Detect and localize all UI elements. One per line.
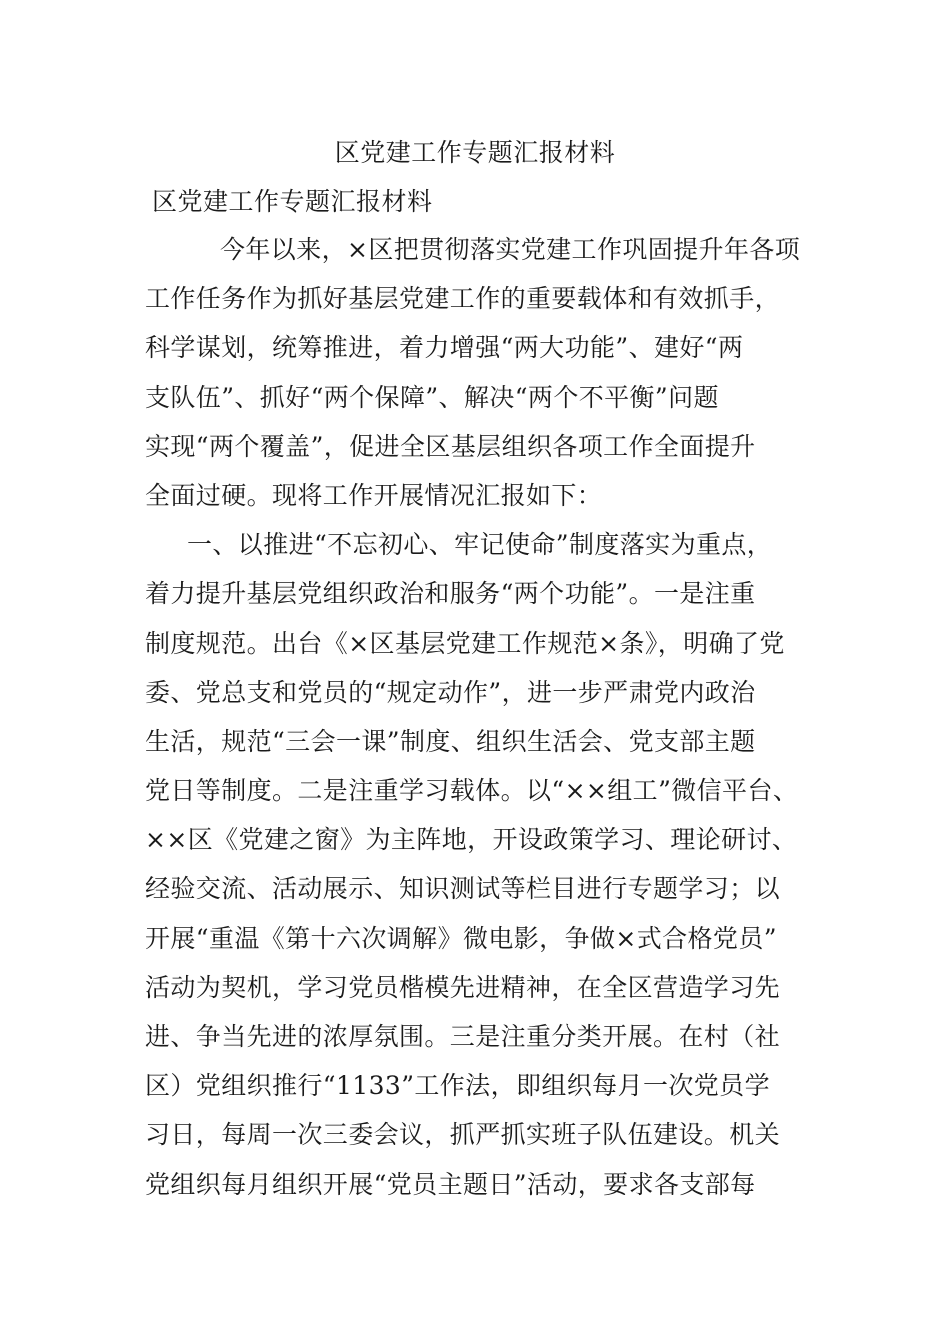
body-line: 党日等制度。二是注重学习载体。以“××组工”微信平台、 [145, 776, 799, 806]
body-line: 习日，每周一次三委会议，抓严抓实班子队伍建设。机关 [145, 1120, 781, 1150]
body-line: 活动为契机，学习党员楷模先进精神，在全区营造学习先 [145, 972, 781, 1002]
body-line: 工作任务作为抓好基层党建工作的重要载体和有效抓手， [145, 284, 781, 314]
body-line: 今年以来，×区把贯彻落实党建工作巩固提升年各项 [220, 235, 801, 264]
body-line: 制度规范。出台《×区基层党建工作规范×条》，明确了党 [145, 628, 785, 658]
body-line: ××区《党建之窗》为主阵地，开设政策学习、理论研讨、 [145, 825, 798, 855]
body-line: 科学谋划，统筹推进，着力增强“两大功能”、建好“两 [145, 333, 744, 363]
document-title: 区党建工作专题汇报材料 [334, 138, 616, 167]
body-line: 经验交流、活动展示、知识测试等栏目进行专题学习；以 [145, 874, 781, 904]
body-line: 生活，规范“三会一课”制度、组织生活会、党支部主题 [145, 726, 756, 756]
document-subtitle: 区党建工作专题汇报材料 [152, 187, 433, 216]
body-line: 进、争当先进的浓厚氛围。三是注重分类开展。在村（社 [145, 1022, 781, 1051]
document-body [145, 230, 835, 1214]
body-line: 实现“两个覆盖”，促进全区基层组织各项工作全面提升 [145, 431, 756, 461]
body-line: 全面过硬。现将工作开展情况汇报如下： [145, 480, 603, 510]
body-line: 支队伍”、抓好“两个保障”、解决“两个不平衡”问题 [145, 382, 719, 412]
body-line: 一、以推进“不忘初心、牢记使命”制度落实为重点， [187, 530, 773, 560]
body-line: 开展“重温《第十六次调解》微电影，争做×式合格党员” [145, 923, 777, 953]
body-line: 着力提升基层党组织政治和服务“两个功能”。一是注重 [145, 579, 756, 609]
body-line: 委、党总支和党员的“规定动作”，进一步严肃党内政治 [145, 677, 756, 707]
body-line: 党组织每月组织开展“党员主题日”活动，要求各支部每 [145, 1169, 756, 1199]
body-line: 区）党组织推行“1133”工作法，即组织每月一次党员学 [145, 1071, 770, 1101]
